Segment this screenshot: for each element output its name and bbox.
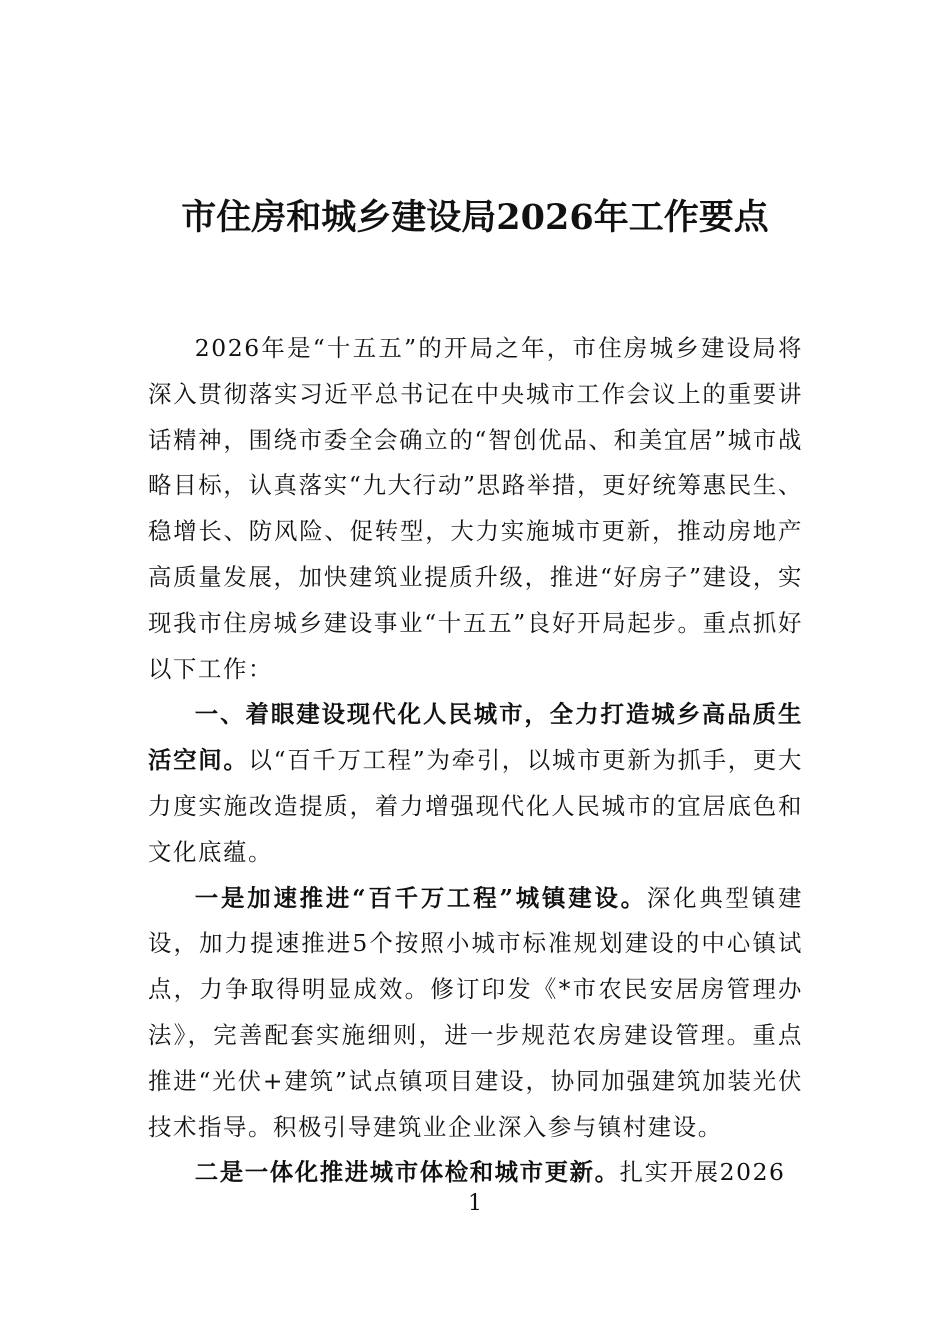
document-title: 市住房和城乡建设局2026年工作要点 — [181, 197, 769, 238]
paragraph-item-1 — [148, 876, 803, 1151]
paragraph-text: 扎实开展2026 — [619, 1158, 786, 1187]
paragraph-text: 2026年是“十五五”的开局之年，市住房城乡建设局将深入贯彻落实习近平总书记在中央城市工作会议上的重要讲话精神，围绕市委全会确立的“智创优品、和美宜居”城市战略目标，认真落实“九大行动”思路举措，更好统筹惠民生、稳增长、防风险、促转型，大力实施城市更新，推动房地产高质量发展，加快建筑业提质升级，推进“好房子”建设，实现我市住房城乡建设事业“十五五”良好开局起步。重点抓好以下工作： — [148, 334, 803, 683]
item-heading: 二是一体化推进城市体检和城市更新。 — [194, 1158, 620, 1187]
paragraph-intro — [148, 326, 803, 692]
document-body — [148, 326, 803, 1196]
section-heading: 一、着眼建设现代化人民城市，全力打造城乡高品质生活空间。 — [148, 700, 803, 775]
paragraph-text: 以“百千万工程”为牵引，以城市更新为抓手，更大力度实施改造提质，着力增强现代化人民城市的宜居底色和文化底蕴。 — [148, 746, 804, 866]
item-heading: 一是加速推进“百千万工程”城镇建设。 — [194, 883, 647, 912]
paragraph-text: 深化典型镇建设，加力提速推进5个按照小城市标准规划建设的中心镇试点，力争取得明显成效。修订印发《*市农民安居房管理办法》，完善配套实施细则，进一步规范农房建设管理。重点推进“光伏+建筑”试点镇项目建设，协同加强建筑加装光伏技术指导。积极引导建筑业企业深入参与镇村建设。 — [148, 883, 803, 1141]
paragraph-section-1 — [148, 692, 803, 875]
page-number: 1 — [468, 1191, 482, 1216]
